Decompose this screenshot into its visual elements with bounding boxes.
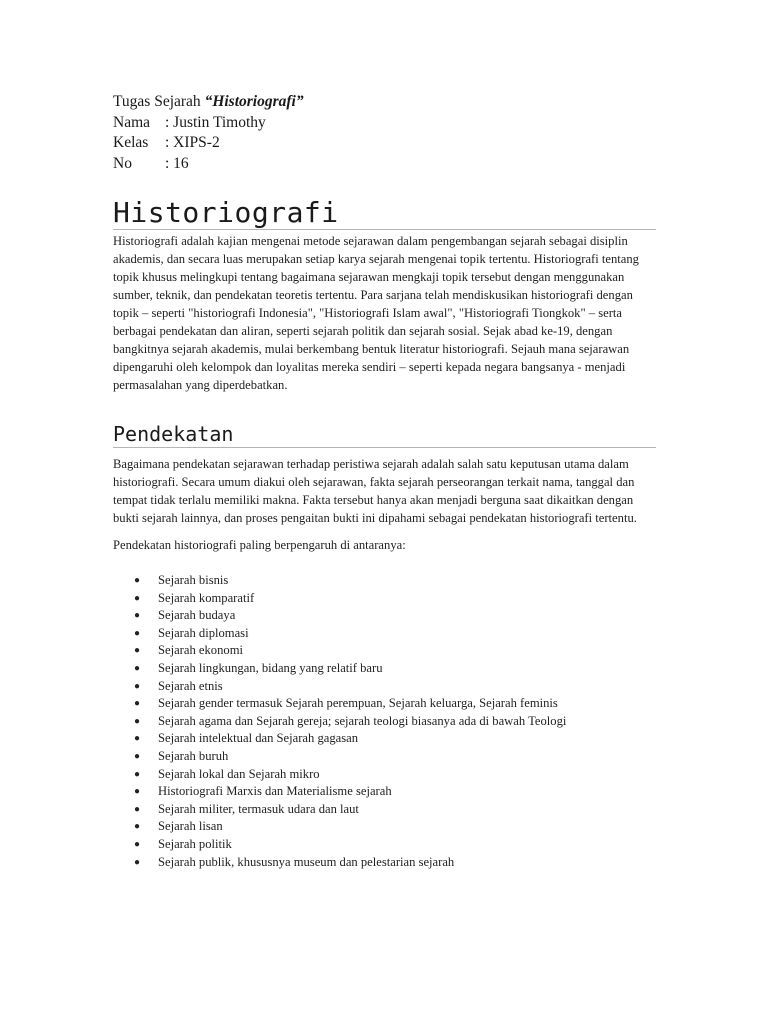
list-item-text: Sejarah budaya: [158, 608, 236, 623]
list-item-text: Sejarah publik, khususnya museum dan pelestarian sejarah: [158, 854, 455, 869]
list-item: [113, 695, 658, 713]
assignment-title: [113, 92, 658, 113]
bullet-icon: ●: [134, 733, 141, 745]
bullet-icon: ●: [134, 750, 141, 762]
section-heading-historiografi: Historiografi: [113, 197, 656, 230]
bullet-icon: ●: [134, 698, 141, 710]
list-item-text: Sejarah diplomasi: [158, 625, 249, 640]
bullet-icon: ●: [134, 575, 141, 586]
list-item-text: Sejarah buruh: [158, 748, 229, 763]
list-item-text: Sejarah gender termasuk Sejarah perempuan, Sejarah keluarga, Sejarah feminis: [158, 696, 558, 711]
list-item-text: Sejarah etnis: [158, 678, 223, 693]
list-item-text: Sejarah lokal dan Sejarah mikro: [158, 766, 320, 781]
bullet-icon: ●: [134, 786, 141, 798]
list-item: [113, 730, 658, 748]
list-item: [113, 678, 658, 696]
list-item-text: Sejarah politik: [158, 836, 232, 851]
list-item: [113, 590, 658, 608]
header-value: : XIPS-2: [165, 134, 220, 151]
bullet-icon: ●: [134, 838, 141, 850]
list-item-text: Sejarah agama dan Sejarah gereja; sejarah teologi biasanya ada di bawah Teologi: [158, 713, 567, 728]
header-value: : 16: [165, 154, 189, 172]
list-item: [113, 625, 658, 643]
list-item: [113, 783, 658, 801]
list-item: [113, 748, 658, 766]
list-item: [113, 660, 658, 678]
document-page: [113, 92, 658, 871]
bullet-icon: ●: [134, 680, 141, 692]
section-paragraph-list-intro: Pendekatan historiografi paling berpengaruh di antaranya:: [113, 538, 406, 552]
header-label: No: [113, 154, 132, 172]
list-item: [113, 607, 658, 625]
bullet-icon: ●: [134, 627, 141, 639]
header-value: : Justin Timothy: [165, 113, 266, 131]
list-item: [113, 836, 658, 854]
bullet-icon: ●: [134, 821, 141, 833]
list-item-text: Sejarah bisnis: [158, 573, 229, 587]
list-item-text: Sejarah ekonomi: [158, 643, 243, 658]
list-item-text: Sejarah lingkungan, bidang yang relatif baru: [158, 660, 383, 675]
list-item: [113, 766, 658, 784]
section-paragraph-pendekatan: Bagaimana pendekatan sejarawan terhadap peristiwa sejarah adalah salah satu keputusan utama dalam historiografi. Secara umum diakui oleh sejarawan, fakta sejarah perseorangan terkait nama, tanggal dan tempat tidak terlalu memiliki makna. Fakta tersebut hanya akan menjadi berguna saat dikaitkan dengan bukti sejarah lainnya, dan proses pengaitan bukti ini dipahami sebagai pendekatan historiografi tertentu.: [113, 457, 637, 525]
assignment-title-emphasis: “Historiografi”: [204, 93, 304, 110]
bullet-icon: ●: [134, 856, 141, 868]
list-item: [113, 854, 658, 872]
header-row-number: [113, 154, 658, 175]
section-paragraph-historiografi: Historiografi adalah kajian mengenai metode sejarawan dalam pengembangan sejarah sebagai disiplin akademis, dan secara luas merupakan setiap karya sejarah mengenai topik tertentu. Historiografi tentang topik khusus melingkupi tentang bagaimana sejarawan mengkaji topik tersebut dengan menggunakan sumber, teknik, dan pendekatan teoretis tertentu. Para sarjana telah mendiskusikan historiografi dengan topik – seperti "historiografi Indonesia", "Historiografi Islam awal", "Historiografi Tiongkok" – serta berbagai pendekatan dan aliran, seperti sejarah politik dan sejarah sosial. Sejak abad ke-19, dengan bangkitnya sejarah akademis, mulai berkembang bentuk literatur historiografi. Sejauh mana sejarawan dipengaruhi oleh kelompok dan loyalitas mereka sendiri – seperti kepada negara bangsanya - menjadi permasalahan yang diperdebatkan.: [113, 234, 639, 392]
list-item: [113, 818, 658, 836]
approach-list: [113, 572, 658, 871]
list-item-text: Sejarah komparatif: [158, 590, 255, 605]
bullet-icon: ●: [134, 592, 141, 604]
list-item: [113, 801, 658, 819]
list-item: [113, 572, 658, 590]
header-label: Kelas: [113, 134, 149, 151]
header-row-class: [113, 133, 658, 154]
bullet-icon: ●: [134, 645, 141, 657]
bullet-icon: ●: [134, 803, 141, 815]
list-item: [113, 713, 658, 731]
bullet-icon: ●: [134, 768, 141, 780]
list-item-text: Historiografi Marxis dan Materialisme sejarah: [158, 784, 392, 799]
bullet-icon: ●: [134, 610, 141, 622]
list-item-text: Sejarah militer, termasuk udara dan laut: [158, 801, 359, 816]
header-label: Nama: [113, 113, 151, 131]
list-item: [113, 642, 658, 660]
list-item-text: Sejarah lisan: [158, 819, 223, 834]
section-heading-pendekatan: Pendekatan: [113, 422, 656, 448]
assignment-title-prefix: Tugas Sejarah: [113, 93, 205, 110]
list-item-text: Sejarah intelektual dan Sejarah gagasan: [158, 731, 359, 746]
bullet-icon: ●: [134, 662, 141, 674]
assignment-header: [113, 92, 658, 174]
header-row-name: [113, 113, 658, 134]
bullet-icon: ●: [134, 715, 141, 727]
